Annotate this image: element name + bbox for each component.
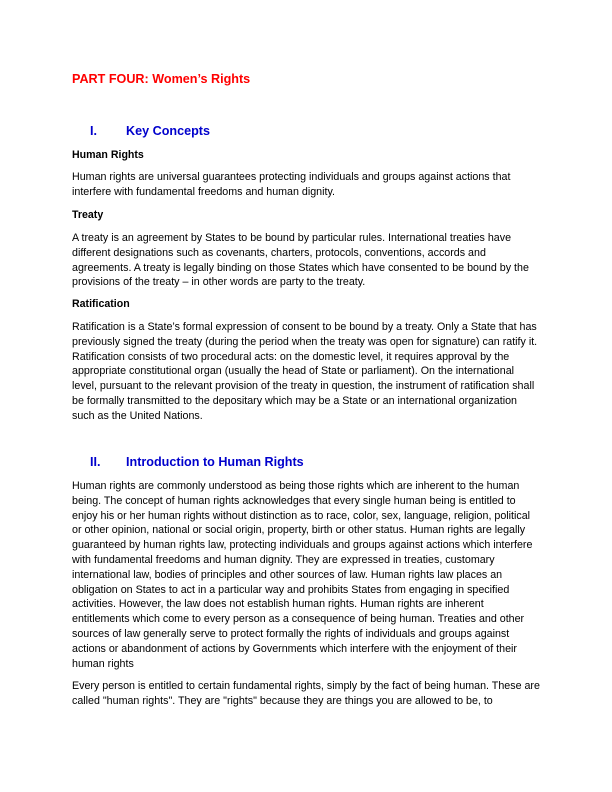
intro-paragraph-2: Every person is entitled to certain fundamental rights, simply by the fact of being human. These are called "human rights". They are "rights" because they are things you are allowed to be, to [72,680,540,707]
term-definition-ratification: Ratification is a State’s formal expression of consent to be bound by a treaty. Only a State that has previously signed the treaty (during the period when the treaty was open for signature) can ratify it. Ratification consists of two procedural acts: on the domestic level, it requires approval by the appropriate constitutional organ (usually the head of State or parliament). On the international level, pursuant to the relevant provision of the treaty in question, the instrument of ratification shall be formally transmitted to the depositary which may be a State or an international organization such as the United Nations. [72,321,538,422]
section-title: Introduction to Human Rights [126,455,304,469]
intro-paragraph-1: Human rights are commonly understood as being those rights which are inherent to the human being. The concept of human rights acknowledges that every single human being is entitled to enjoy his or her human rights without distinction as to race, color, sex, language, religion, political or other opinion, national or social origin, property, birth or other status. Human rights are legally guaranteed by human rights law, protecting individuals and groups against actions which interfere with fundamental freedoms and human dignity. They are expressed in treaties, customary international law, bodies of principles and other sources of law. Human rights law places an obligation on States to act in a particular way and prohibits States from engaging in specified activities. However, the law does not establish human rights. Human rights are inherent entitlements which come to every person as a consequence of being human. Treaties and other sources of law generally serve to protect formally the rights of individuals and groups against actions or abandonment of actions by Governments which interfere with the enjoyment of their human rights [72,480,533,670]
term-heading-treaty: Treaty [72,209,104,221]
section-number: II. [90,455,101,469]
term-definition-human-rights: Human rights are universal guarantees protecting individuals and groups against actions that interfere with fundamental freedoms and human dignity. [72,171,511,198]
term-heading-human-rights: Human Rights [72,149,144,161]
term-heading-ratification: Ratification [72,298,130,310]
part-title: PART FOUR: Women’s Rights [72,72,251,86]
section-number: I. [90,124,97,138]
document-page [72,0,540,792]
term-definition-treaty: A treaty is an agreement by States to be bound by particular rules. International treaties have different designations such as covenants, charters, protocols, conventions, accords and agreements. A treaty is legally binding on those States which have consented to be bound by the provisions of the treaty – in other words are party to the treaty. [72,232,529,289]
section-title: Key Concepts [126,124,210,138]
